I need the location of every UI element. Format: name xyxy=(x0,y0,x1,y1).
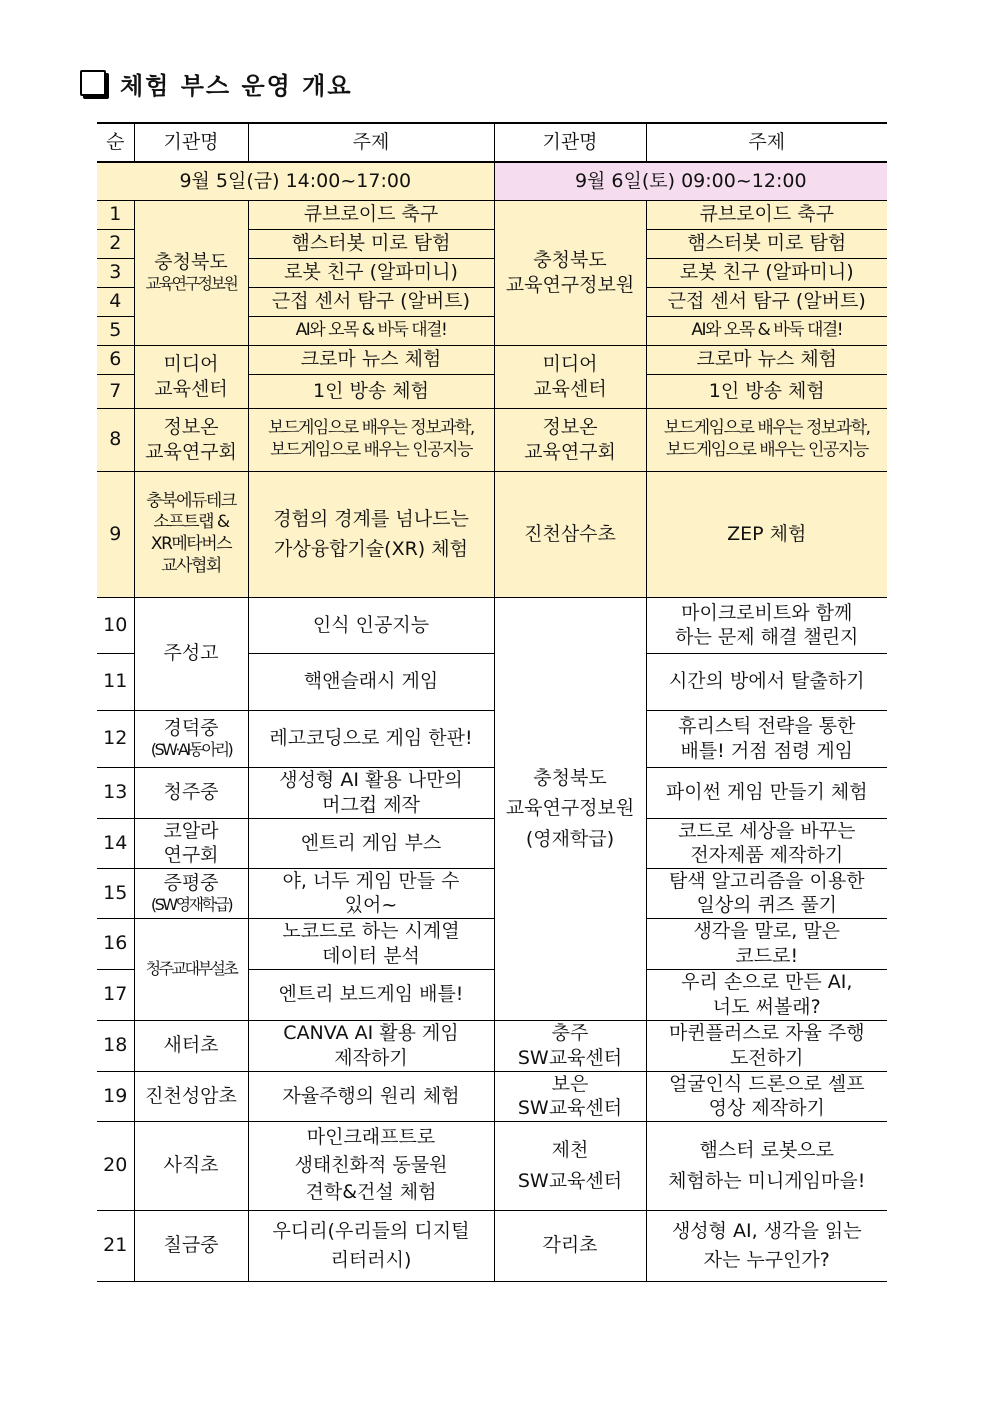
fri-org-cell: 청주중 xyxy=(134,767,248,818)
sat-org-line: 정보온 xyxy=(542,416,598,439)
sat-topic-line: 너도 써볼래? xyxy=(712,995,821,1018)
fri-topic-cell xyxy=(248,471,494,597)
row-number: 8 xyxy=(97,408,134,471)
sat-topic-cell: 큐브로이드 축구 xyxy=(646,200,887,229)
date-saturday: 9월 6일(토) 09:00~12:00 xyxy=(494,162,887,200)
fri-topic-line: 생성형 AI 활용 나만의 xyxy=(279,769,463,792)
fri-org-line: 교사협회 xyxy=(161,555,221,576)
row-number: 7 xyxy=(97,374,134,408)
table-row xyxy=(97,767,887,818)
fri-topic-cell: 인식 인공지능 xyxy=(248,597,494,653)
table-row xyxy=(97,868,887,918)
sat-topic-cell xyxy=(646,969,887,1020)
sat-org-line: 충주 xyxy=(551,1022,589,1045)
sat-org-line: 미디어 xyxy=(542,353,598,376)
fri-topic-cell xyxy=(248,918,494,969)
checkbox-square-icon xyxy=(80,70,106,96)
fri-topic-line: 제작하기 xyxy=(334,1046,408,1069)
sat-topic-line: 코드로 세상을 바꾸는 xyxy=(678,819,856,842)
sat-topic-line: 탐색 알고리즘을 이용한 xyxy=(668,869,865,892)
fri-org-cell xyxy=(134,345,248,408)
table-row xyxy=(97,1020,887,1071)
sat-topic-cell xyxy=(646,918,887,969)
sat-topic-cell: AI와 오목 & 바둑 대결! xyxy=(646,316,887,345)
fri-topic-line: 노코드로 하는 시계열 xyxy=(282,920,460,943)
row-number: 1 xyxy=(97,200,134,229)
sat-org-cell xyxy=(494,1071,646,1121)
sat-org-line: 교육연구정보원 xyxy=(505,797,635,820)
fri-org-line: (SW·AI동아리) xyxy=(150,740,232,760)
fri-org-line: 교육연구회 xyxy=(145,440,237,463)
fri-org-cell: 새터초 xyxy=(134,1020,248,1071)
row-number: 10 xyxy=(97,597,134,653)
fri-topic-cell xyxy=(248,1210,494,1281)
sat-topic-cell xyxy=(646,408,887,471)
fri-org-cell xyxy=(134,868,248,918)
fri-topic-line: 야, 너두 게임 만들 수 xyxy=(282,869,460,892)
fri-topic-cell: 자율주행의 원리 체험 xyxy=(248,1071,494,1121)
sat-org-cell: 각리초 xyxy=(494,1210,646,1281)
table-row xyxy=(97,1210,887,1281)
sat-topic-line: 일상의 퀴즈 풀기 xyxy=(696,894,838,916)
sat-topic-line: 생성형 AI, 생각을 읽는 xyxy=(671,1220,862,1242)
row-number: 12 xyxy=(97,710,134,767)
sat-org-cell: 진천삼수초 xyxy=(494,471,646,597)
fri-org-line: (SW영재학급) xyxy=(150,894,232,914)
table-row xyxy=(97,408,887,471)
sat-org-line: 교육연구회 xyxy=(524,440,616,463)
header-org-fri: 기관명 xyxy=(134,123,248,162)
row-number: 19 xyxy=(97,1071,134,1121)
fri-org-cell: 청주교대부설초 xyxy=(134,918,248,1020)
fri-topic-cell xyxy=(248,767,494,818)
sat-topic-line: 전자제품 제작하기 xyxy=(690,844,844,866)
sat-org-cell xyxy=(494,408,646,471)
sat-topic-line: 하는 문제 해결 챌린지 xyxy=(675,626,859,648)
date-row xyxy=(97,162,887,200)
sat-topic-line: 영상 제작하기 xyxy=(708,1097,825,1119)
sat-topic-line: 자는 누구인가? xyxy=(703,1248,830,1271)
sat-topic-cell: 크로마 뉴스 체험 xyxy=(646,345,887,374)
fri-topic-cell xyxy=(248,1020,494,1071)
sat-topic-cell xyxy=(646,818,887,868)
table-row xyxy=(97,200,887,229)
fri-topic-line: 보드게임으로 배우는 정보과학, xyxy=(268,417,474,438)
fri-org-line: 충청북도 xyxy=(154,251,228,274)
sat-topic-line: 보드게임으로 배우는 정보과학, xyxy=(663,417,870,438)
fri-topic-line: 가상융합기술(XR) 체험 xyxy=(274,538,468,560)
fri-topic-cell: AI와 오목 & 바둑 대결! xyxy=(248,316,494,345)
section-heading xyxy=(80,66,353,100)
row-number: 20 xyxy=(97,1121,134,1210)
fri-topic-line: 생태친화적 동물원 xyxy=(294,1153,448,1176)
fri-topic-line: 리터러시) xyxy=(330,1248,412,1271)
fri-topic-line: 데이터 분석 xyxy=(322,944,420,967)
header-topic-fri: 주제 xyxy=(248,123,494,162)
table-row xyxy=(97,710,887,767)
sat-topic-line: 마이크로비트와 함께 xyxy=(681,601,853,624)
fri-org-line: 미디어 xyxy=(163,353,219,376)
table-row xyxy=(97,345,887,374)
row-number: 2 xyxy=(97,229,134,258)
sat-topic-line: 배틀! 거점 점령 게임 xyxy=(680,739,854,762)
fri-topic-line: 보드게임으로 배우는 인공지능 xyxy=(270,439,472,460)
booth-schedule-table xyxy=(97,122,887,1282)
row-number: 5 xyxy=(97,316,134,345)
fri-org-cell xyxy=(134,200,248,345)
sat-org-cell xyxy=(494,1020,646,1071)
fri-org-cell: 주성고 xyxy=(134,597,248,710)
table-row xyxy=(97,918,887,969)
sat-topic-cell: 시간의 방에서 탈출하기 xyxy=(646,653,887,710)
sat-topic-line: 도전하기 xyxy=(730,1046,804,1069)
sat-org-line: 충청북도 xyxy=(533,249,607,272)
fri-org-cell xyxy=(134,471,248,597)
sat-topic-line: 체험하는 미니게임마을! xyxy=(668,1169,866,1192)
fri-org-line: 연구회 xyxy=(163,844,219,866)
sat-topic-line: 마퀸플러스로 자율 주행 xyxy=(668,1022,865,1045)
fri-topic-line: CANVA AI 활용 게임 xyxy=(283,1022,459,1045)
sat-org-line: SW교육센터 xyxy=(517,1046,623,1069)
fri-org-line: 증평중 xyxy=(163,871,219,894)
sat-topic-cell xyxy=(646,1071,887,1121)
sat-org-line: 제천 xyxy=(551,1139,589,1162)
fri-topic-cell xyxy=(248,408,494,471)
sat-org-line: (영재학급) xyxy=(525,827,615,850)
fri-org-line: 경덕중 xyxy=(163,717,219,740)
sat-topic-line: 햄스터 로봇으로 xyxy=(699,1139,835,1162)
fri-topic-cell: 근접 센서 탐구 (알버트) xyxy=(248,287,494,316)
sat-topic-cell xyxy=(646,1210,887,1281)
row-number: 16 xyxy=(97,918,134,969)
sat-org-line: SW교육센터 xyxy=(517,1097,623,1119)
sat-org-line: SW교육센터 xyxy=(517,1169,623,1192)
sat-org-cell xyxy=(494,345,646,408)
row-number: 4 xyxy=(97,287,134,316)
row-number: 17 xyxy=(97,969,134,1020)
fri-topic-cell xyxy=(248,868,494,918)
section-title: 체험 부스 운영 개요 xyxy=(120,71,353,100)
sat-org-cell xyxy=(494,200,646,345)
fri-topic-cell: 핵앤슬래시 게임 xyxy=(248,653,494,710)
fri-topic-cell xyxy=(248,1121,494,1210)
table-row xyxy=(97,471,887,597)
row-number: 14 xyxy=(97,818,134,868)
table-row xyxy=(97,1071,887,1121)
fri-org-cell xyxy=(134,710,248,767)
sat-topic-cell: 1인 방송 체험 xyxy=(646,374,887,408)
sat-org-line: 충청북도 xyxy=(533,766,607,789)
fri-topic-cell: 레고코딩으로 게임 한판! xyxy=(248,710,494,767)
sat-org-line: 보은 xyxy=(551,1072,589,1095)
sat-topic-line: 휴리스틱 전략을 통한 xyxy=(678,715,856,738)
sat-topic-line: 코드로! xyxy=(735,944,799,967)
sat-topic-line: 생각을 말로, 말은 xyxy=(693,920,841,943)
row-number: 6 xyxy=(97,345,134,374)
fri-topic-line: 머그컵 제작 xyxy=(322,793,420,816)
row-number: 9 xyxy=(97,471,134,597)
sat-org-line: 교육센터 xyxy=(533,377,607,400)
fri-org-line: 소프트랩 & xyxy=(153,512,229,533)
sat-topic-cell: 파이썬 게임 만들기 체험 xyxy=(646,767,887,818)
sat-topic-cell: 햄스터봇 미로 탐험 xyxy=(646,229,887,258)
fri-org-line: XR메타버스 xyxy=(150,534,232,554)
sat-topic-cell: ZEP 체험 xyxy=(646,471,887,597)
table-row xyxy=(97,597,887,653)
fri-topic-line: 있어~ xyxy=(344,894,398,916)
row-number: 15 xyxy=(97,868,134,918)
header-num: 순 xyxy=(97,123,134,162)
row-number: 18 xyxy=(97,1020,134,1071)
fri-org-cell: 진천성암초 xyxy=(134,1071,248,1121)
sat-topic-line: 보드게임으로 배우는 인공지능 xyxy=(665,439,868,460)
fri-topic-cell: 로봇 친구 (알파미니) xyxy=(248,258,494,287)
sat-topic-cell xyxy=(646,597,887,653)
fri-org-line: 정보온 xyxy=(163,416,219,439)
sat-org-line: 교육연구정보원 xyxy=(505,273,635,296)
sat-topic-cell xyxy=(646,1121,887,1210)
row-number: 21 xyxy=(97,1210,134,1281)
fri-org-line: 교육연구정보원 xyxy=(145,274,237,294)
fri-topic-cell: 1인 방송 체험 xyxy=(248,374,494,408)
sat-topic-cell xyxy=(646,1020,887,1071)
fri-topic-line: 견학&건설 체험 xyxy=(305,1181,437,1204)
row-number: 11 xyxy=(97,653,134,710)
table-row xyxy=(97,1121,887,1210)
table-row xyxy=(97,818,887,868)
fri-org-cell: 칠금중 xyxy=(134,1210,248,1281)
fri-topic-line: 마인크래프트로 xyxy=(306,1126,436,1149)
sat-org-cell xyxy=(494,1121,646,1210)
sat-topic-line: 우리 손으로 만든 AI, xyxy=(681,971,853,994)
fri-topic-cell: 엔트리 보드게임 배틀! xyxy=(248,969,494,1020)
fri-org-line: 교육센터 xyxy=(154,377,228,400)
sat-topic-cell: 로봇 친구 (알파미니) xyxy=(646,258,887,287)
fri-topic-cell: 큐브로이드 축구 xyxy=(248,200,494,229)
date-friday: 9월 5일(금) 14:00~17:00 xyxy=(97,162,494,200)
fri-org-cell: 사직초 xyxy=(134,1121,248,1210)
fri-org-line: 코알라 xyxy=(163,819,219,842)
sat-topic-cell xyxy=(646,710,887,767)
fri-topic-cell: 크로마 뉴스 체험 xyxy=(248,345,494,374)
row-number: 3 xyxy=(97,258,134,287)
fri-org-line: 충북에듀테크 xyxy=(146,490,236,511)
row-number: 13 xyxy=(97,767,134,818)
sat-topic-line: 얼굴인식 드론으로 셀프 xyxy=(668,1072,865,1095)
fri-topic-cell: 햄스터봇 미로 탐험 xyxy=(248,229,494,258)
fri-topic-cell: 엔트리 게임 부스 xyxy=(248,818,494,868)
header-row xyxy=(97,123,887,162)
sat-topic-cell xyxy=(646,868,887,918)
header-topic-sat: 주제 xyxy=(646,123,887,162)
header-org-sat: 기관명 xyxy=(494,123,646,162)
sat-org-cell xyxy=(494,597,646,1020)
fri-org-cell xyxy=(134,408,248,471)
fri-topic-line: 우디리(우리들의 디지털 xyxy=(272,1220,470,1242)
fri-org-cell xyxy=(134,818,248,868)
fri-topic-line: 경험의 경계를 넘나드는 xyxy=(273,507,469,530)
sat-topic-cell: 근접 센서 탐구 (알버트) xyxy=(646,287,887,316)
